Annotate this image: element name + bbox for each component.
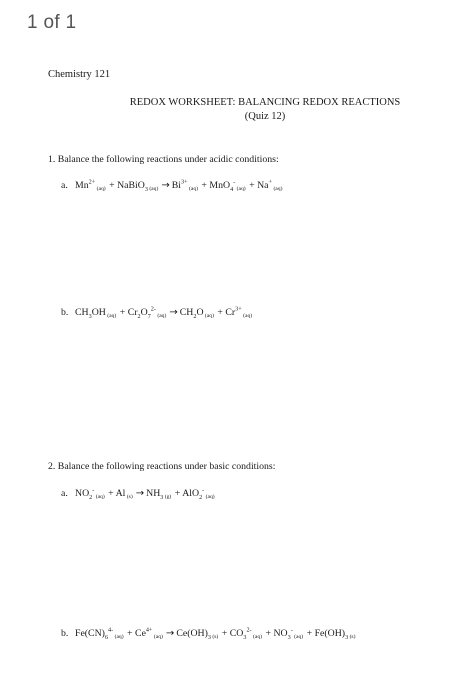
plus-sign: + bbox=[172, 488, 183, 499]
charge-superscript: 3+ bbox=[180, 178, 188, 186]
reaction-arrow-icon: → bbox=[161, 180, 170, 191]
worksheet-title: REDOX WORKSHEET: BALANCING REDOX REACTIONS bbox=[129, 97, 401, 108]
formula-text: OH bbox=[91, 307, 106, 318]
phase-label: (aq) bbox=[152, 634, 163, 640]
formula-text: Fe(CN) bbox=[75, 628, 105, 639]
formula-text: Mn bbox=[75, 180, 89, 191]
plus-sign: + bbox=[263, 628, 274, 639]
plus-sign: + bbox=[219, 628, 230, 639]
formula-text: NO bbox=[75, 488, 90, 499]
subscript: 7 bbox=[147, 312, 151, 320]
phase-label: (aq) bbox=[187, 186, 198, 192]
subscript: 3 bbox=[160, 493, 164, 501]
plus-sign: + bbox=[214, 307, 226, 318]
charge-superscript: - bbox=[233, 178, 236, 186]
charge-superscript: 4- bbox=[108, 626, 114, 634]
formula-text: Fe(OH) bbox=[314, 628, 346, 639]
chemical-species bbox=[117, 180, 159, 191]
chemical-species bbox=[182, 488, 215, 499]
charge-superscript: 2- bbox=[246, 626, 252, 634]
subscript: 6 bbox=[104, 633, 109, 641]
chemical-species bbox=[75, 180, 107, 191]
chemical-species bbox=[176, 628, 219, 639]
plus-sign: + bbox=[106, 180, 118, 191]
formula-text: O bbox=[140, 307, 148, 318]
subscript: 3 bbox=[287, 633, 291, 641]
formula-text: Na bbox=[257, 180, 269, 191]
reaction-2b bbox=[61, 628, 356, 640]
phase-label: (aq) bbox=[241, 313, 253, 319]
item-label: a. bbox=[61, 488, 68, 499]
reaction-arrow-icon: → bbox=[165, 628, 175, 639]
formula-text: NaBiO bbox=[117, 180, 145, 191]
item-label: b. bbox=[61, 628, 69, 639]
phase-label: (aq) bbox=[203, 313, 214, 319]
charge-superscript: + bbox=[268, 178, 273, 186]
subscript: 2 bbox=[137, 312, 141, 320]
page-counter: 1 of 1 bbox=[27, 12, 77, 33]
plus-sign: + bbox=[198, 180, 210, 191]
chemical-species bbox=[257, 180, 283, 191]
chemical-species bbox=[273, 628, 304, 639]
chemical-species bbox=[75, 488, 106, 499]
chemical-species bbox=[116, 488, 134, 499]
chemical-species bbox=[75, 307, 117, 318]
item-label: b. bbox=[61, 307, 69, 318]
reaction-2a bbox=[61, 488, 216, 500]
plus-sign: + bbox=[117, 307, 128, 318]
formula-text: Bi bbox=[171, 180, 181, 191]
subscript: 2 bbox=[89, 493, 93, 501]
subscript: 2 bbox=[199, 493, 203, 501]
charge-superscript: 2- bbox=[150, 305, 156, 313]
formula-text: NO bbox=[273, 628, 288, 639]
question-2-prompt: 2. Balance the following reactions under basic conditions: bbox=[48, 461, 276, 472]
formula-text: AlO bbox=[182, 488, 200, 499]
phase-label: (aq) bbox=[155, 313, 167, 319]
charge-superscript: - bbox=[202, 486, 205, 494]
phase-label: (aq) bbox=[272, 186, 283, 192]
charge-superscript: 2+ bbox=[88, 178, 96, 186]
reaction-arrow-icon: → bbox=[135, 488, 145, 499]
phase-label: (aq) bbox=[251, 634, 262, 640]
reaction-arrow-icon: → bbox=[169, 307, 178, 318]
phase-label: (s) bbox=[348, 634, 356, 640]
phase-label: (aq) bbox=[204, 494, 215, 500]
phase-label: (aq) bbox=[95, 186, 106, 192]
plus-sign: + bbox=[304, 628, 315, 639]
formula-text: Ce(OH) bbox=[176, 628, 208, 639]
chemical-species bbox=[230, 628, 263, 639]
formula-text: Cr bbox=[127, 307, 138, 318]
phase-label: (s) bbox=[125, 494, 133, 500]
charge-superscript: 3+ bbox=[235, 305, 242, 313]
plus-sign: + bbox=[124, 628, 136, 639]
phase-label: (aq) bbox=[292, 634, 304, 640]
phase-label: (aq) bbox=[105, 313, 117, 319]
chemical-species bbox=[180, 307, 215, 318]
chemical-species bbox=[225, 307, 253, 318]
question-1-prompt: 1. Balance the following reactions under acidic conditions: bbox=[48, 154, 279, 165]
charge-superscript: 4+ bbox=[145, 626, 153, 634]
phase-label: (s) bbox=[210, 634, 219, 640]
phase-label: (aq) bbox=[113, 634, 124, 640]
item-label: a. bbox=[61, 180, 68, 191]
charge-superscript: - bbox=[92, 486, 95, 494]
formula-text: CO bbox=[229, 628, 244, 639]
charge-superscript: - bbox=[290, 626, 293, 634]
chemical-species bbox=[315, 628, 357, 639]
worksheet-subtitle: (Quiz 12) bbox=[244, 111, 286, 122]
chemical-species bbox=[209, 180, 246, 191]
course-name: Chemistry 121 bbox=[48, 69, 111, 80]
subscript: 3 bbox=[207, 633, 211, 641]
phase-label: (aq) bbox=[147, 186, 159, 192]
reaction-1b bbox=[61, 307, 253, 319]
formula-text: O bbox=[196, 307, 204, 318]
formula-text: CH bbox=[75, 307, 89, 318]
formula-text: Al bbox=[115, 488, 126, 499]
plus-sign: + bbox=[246, 180, 258, 191]
reaction-1a bbox=[61, 180, 283, 192]
phase-label: (aq) bbox=[235, 186, 246, 192]
phase-label: (g) bbox=[163, 494, 172, 500]
formula-text: Ce bbox=[135, 628, 146, 639]
plus-sign: + bbox=[105, 488, 116, 499]
chemical-species bbox=[135, 628, 164, 639]
chemical-species bbox=[146, 488, 172, 499]
formula-text: Cr bbox=[225, 307, 236, 318]
phase-label: (aq) bbox=[94, 494, 105, 500]
subscript: 3 bbox=[243, 633, 247, 641]
formula-text: NH bbox=[146, 488, 161, 499]
chemical-species bbox=[172, 180, 199, 191]
subscript: 3 bbox=[144, 185, 148, 193]
subscript: 3 bbox=[345, 633, 349, 641]
chemical-species bbox=[128, 307, 168, 318]
subscript: 2 bbox=[193, 312, 197, 320]
subscript: 3 bbox=[88, 312, 92, 320]
formula-text: MnO bbox=[209, 180, 231, 191]
subscript: 4 bbox=[230, 185, 234, 193]
chemical-species bbox=[75, 628, 125, 639]
formula-text: CH bbox=[179, 307, 194, 318]
